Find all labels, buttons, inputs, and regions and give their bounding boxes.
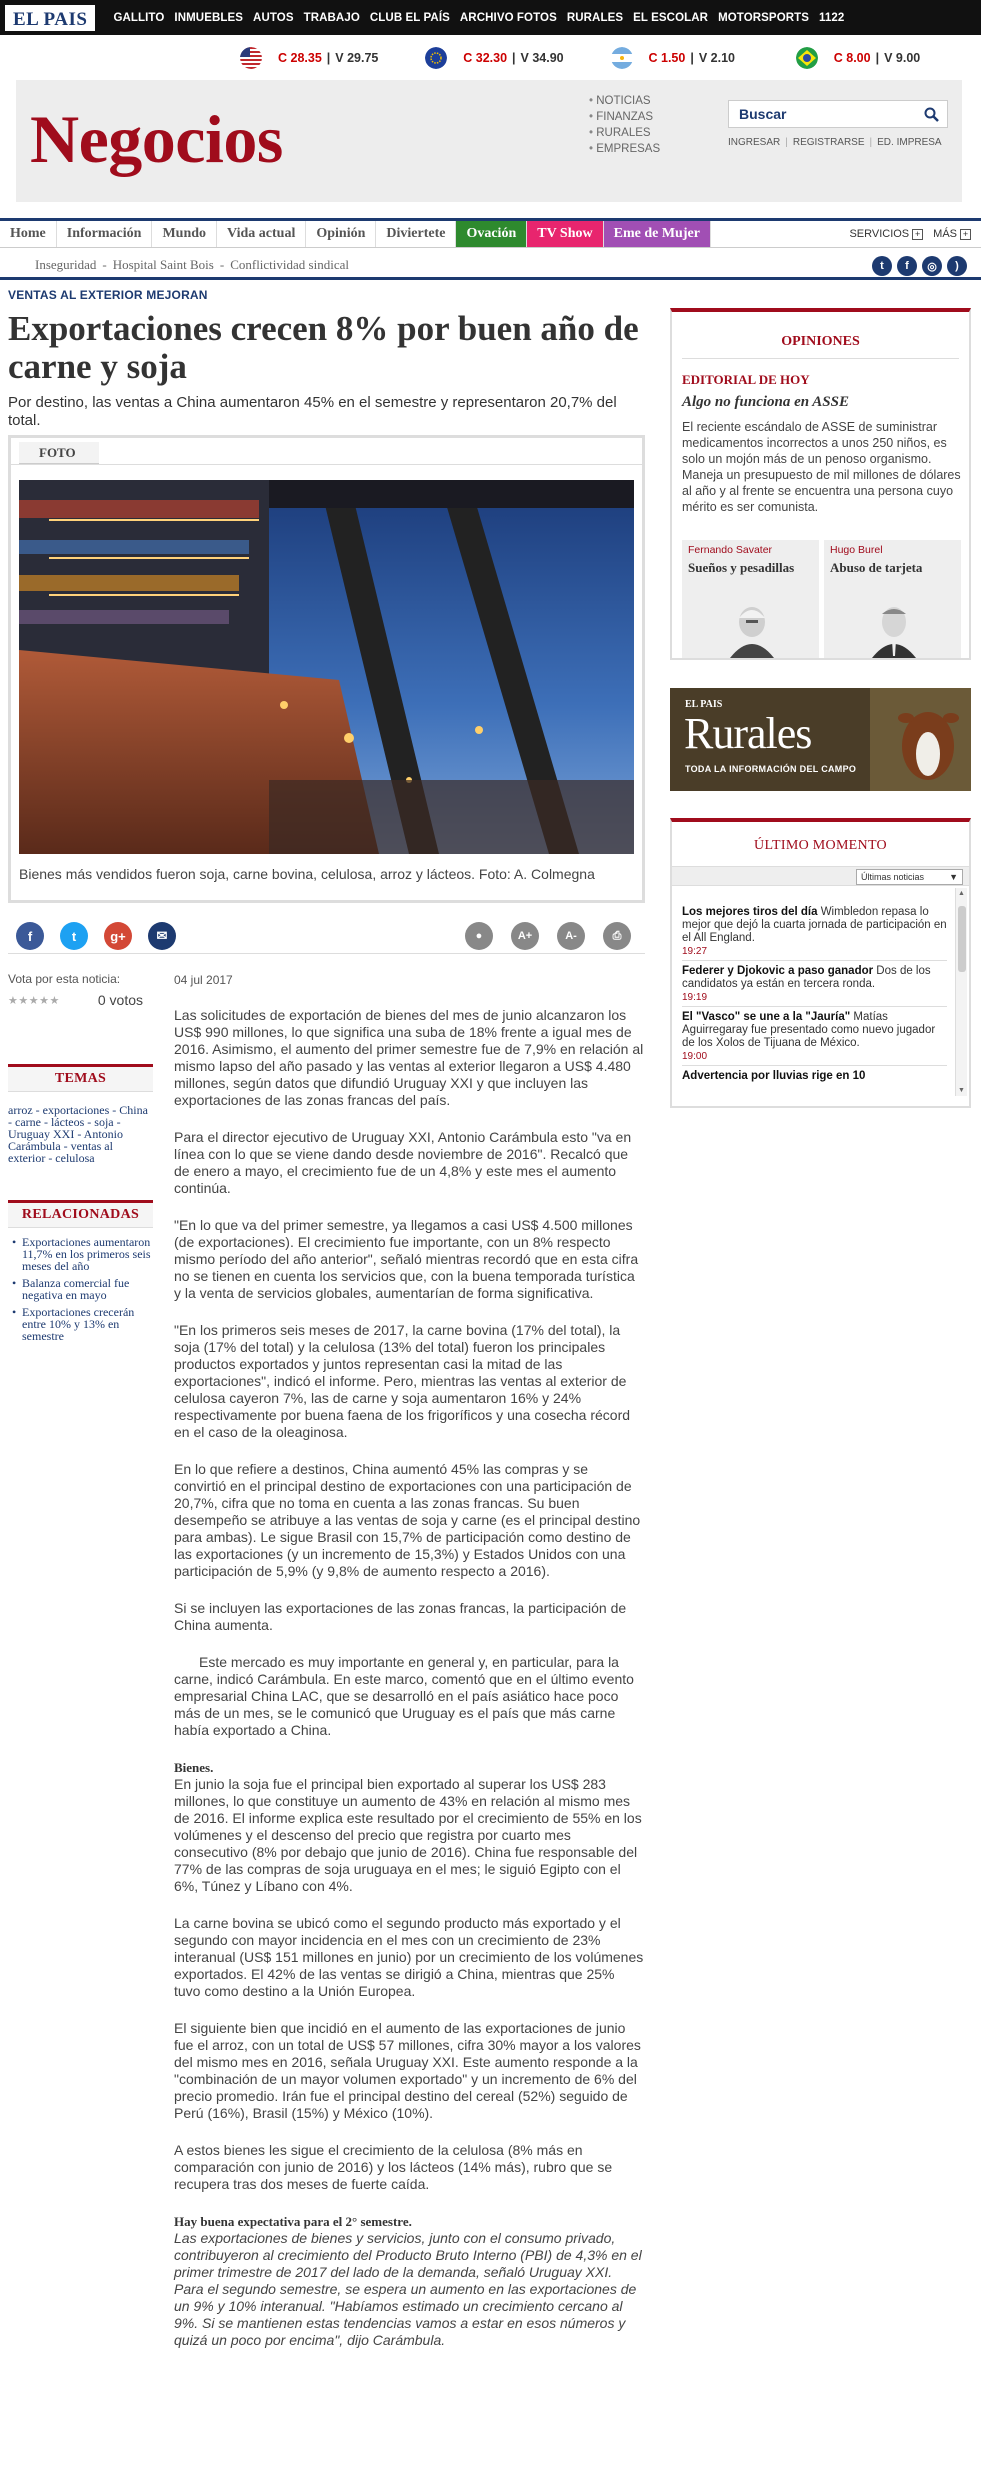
latest-news-heading: ÚLTIMO MOMENTO [754, 838, 887, 853]
email-share-icon[interactable]: ✉ [148, 922, 176, 950]
opinions-box [670, 308, 971, 660]
argentina-flag-icon [611, 47, 633, 69]
section-brand[interactable]: Negocios [30, 101, 283, 177]
article-paragraph: El siguiente bien que incidió en el aumento de las exportaciones de junio fue el arroz, con un total de US$ 57 millones, cifra 30% mayor a los valores del mismo mes en 2016, señala Uruguay XXI. Este aumento responde a la "combinación de un mayor volumen exportado" y un incremento de 6% del precio promedio. Irán fue el principal destino del cereal (52%) seguido de Perú (16%), Brasil (15%) y México (10%). [174, 2020, 641, 2121]
editorial-text: El reciente escándalo de ASSE de suministrar medicamentos incorrectos a unos 250 niños, es solo un mojón más de un penoso organismo. Maneja un presupuesto de mil millones de dólares al año y al frente se encuentra una persona cuyo mérito es ser comunista. [682, 420, 961, 514]
top-nav-item[interactable]: CLUB EL PAÍS [369, 11, 450, 24]
latest-news-select[interactable]: Últimas noticias ▼ [856, 869, 963, 885]
article-paragraph: "En los primeros seis meses de 2017, la carne bovina (17% del total), la soja (17% del total) y la celulosa (13% del total) fueron los principales productos exportados y juntos representan casi la mitad de las exportaciones", indicó el informe. Pero, mientras las ventas al exterior de celulosa cayeron 7%, las de carne y soja aumentaron 16% y 24% respectivamente por buena faena de los frigoríficos y una cosecha récord en el caso de la oleaginosa. [174, 1322, 631, 1440]
comments-icon[interactable]: ● [465, 922, 493, 950]
article-kicker: VENTAS AL EXTERIOR MEJORAN [8, 288, 208, 302]
nav-diviertete[interactable]: Diviertete [376, 221, 456, 247]
column-title: Sueños y pesadillas [688, 560, 795, 575]
buy-rate: C 32.30 [463, 51, 508, 65]
news-item[interactable]: Advertencia por lluvias rige en 10 [682, 1070, 866, 1082]
topic-link[interactable]: Hospital Saint Bois [112, 256, 214, 272]
top-nav-item[interactable]: INMUEBLES [174, 11, 244, 24]
news-item[interactable]: Federer y Djokovic a paso ganador Dos de los candidatos ya están en tercera ronda. 19:19 [682, 961, 947, 1007]
related-link[interactable]: • Exportaciones aumentaron 11,7% en los primeros seis meses del año [8, 1236, 153, 1272]
column-author: Hugo Burel [830, 544, 883, 556]
sell-rate: V 9.00 [884, 51, 921, 65]
related-link[interactable]: • Balanza comercial fue negativa en mayo [8, 1277, 153, 1301]
photo-caption: Bienes más vendidos fueron soja, carne bovina, celulosa, arroz y lácteos. Foto: A. Colmegna [19, 866, 595, 882]
vote-label: Vota por esta noticia: [8, 972, 121, 986]
news-item[interactable]: El "Vasco" se une a la "Jauría" Matías Aguirregaray fue presentado como nuevo jugador de los Xolos de Tijuana de México. 19:00 [682, 1007, 947, 1066]
article-date: 04 jul 2017 [174, 973, 233, 987]
article-subheading: Bienes. [174, 1760, 214, 1775]
currency-usd: C 28.35 | V 29.75 [240, 47, 425, 69]
nav-ovacion[interactable]: Ovación [456, 221, 527, 247]
buy-rate: C 1.50 [648, 51, 686, 65]
news-item[interactable]: Los mejores tiros del día Wimbledon repasa lo mejor que dejó la cuarta jornada de participación en el All England. 19:27 [682, 902, 947, 961]
article-dek: Por destino, las ventas a China aumentaron 45% en el semestre y representaron 20,7% del total. [8, 394, 617, 429]
top-nav-item[interactable]: RURALES [566, 11, 624, 24]
facebook-icon[interactable]: f [897, 256, 917, 276]
topics-list[interactable]: arroz - exportaciones - China - carne - lácteos - soja - Uruguay XXI - Antonio Carámbula - ventas al exterior - celulosa [8, 1103, 148, 1165]
latest-news-scrollbar[interactable] [955, 888, 967, 1096]
top-nav-item[interactable]: AUTOS [253, 11, 294, 24]
article-photo[interactable] [19, 480, 634, 854]
scrollbar-thumb[interactable] [958, 906, 966, 972]
top-nav-item[interactable]: MOTORSPORTS [718, 11, 810, 24]
nav-home[interactable]: Home [0, 221, 57, 247]
article-header [8, 288, 648, 430]
news-time: 19:19 [682, 992, 708, 1003]
topics-bar [0, 252, 981, 280]
photo-tab[interactable]: FOTO [19, 442, 99, 464]
font-increase-icon[interactable]: A+ [511, 922, 539, 950]
topics-box [8, 1064, 153, 1164]
section-link[interactable]: • RURALES [589, 125, 660, 141]
article-body [174, 972, 644, 2369]
article-paragraph: Las solicitudes de exportación de bienes del mes de junio alcanzaron los US$ 990 millones, lo que significa una suba de 18% frente a igual mes de 2016. Asimismo, el aumento del primer semestre fue de 7,9% en relación al mismo lapso del año pasado y las ventas al exterior llegaron a US$ 4.480 millones, según datos que difundió Uruguay XXI y que incluyen las exportaciones de las zonas francas del país. [174, 1007, 644, 1108]
sell-rate: V 29.75 [335, 51, 379, 65]
container-ship-photo [19, 480, 634, 854]
font-decrease-icon[interactable]: A- [557, 922, 585, 950]
section-link[interactable]: • EMPRESAS [589, 141, 660, 157]
sell-rate: V 2.10 [698, 51, 735, 65]
print-edition-link[interactable]: ED. IMPRESA [877, 137, 942, 148]
article-paragraph: "En lo que va del primer semestre, ya llegamos a casi US$ 4.500 millones (de exportaciones). El crecimiento fue importante, con un 8% respecto mismo período del año anterior", señaló mientras recordó que en esta cifra no se tienen en cuenta los servicios que, con la buena temporada turística y la venta de servicios globales, aumentarían de forma significativa. [174, 1217, 639, 1301]
top-nav-item[interactable]: GALLITO [113, 11, 165, 24]
section-links [589, 93, 660, 157]
main-nav [0, 218, 981, 248]
scroll-up-icon[interactable]: ▲ [958, 890, 965, 897]
article-paragraph: Si se incluyen las exportaciones de las zonas francas, la participación de China aumenta. [174, 1600, 627, 1633]
opinions-heading: OPINIONES [781, 334, 860, 349]
column-title: Abuso de tarjeta [830, 560, 923, 575]
register-link[interactable]: REGISTRARSE [792, 137, 865, 148]
topics-heading: TEMAS [8, 1064, 153, 1092]
section-link[interactable]: • FINANZAS [589, 109, 660, 125]
social-links [872, 256, 967, 276]
eu-flag-icon [425, 47, 447, 69]
currency-bar [240, 46, 981, 70]
google-plus-share-icon[interactable]: g+ [104, 922, 132, 950]
vote-widget [8, 992, 143, 1008]
instagram-icon[interactable]: ◎ [922, 256, 942, 276]
topic-link[interactable]: Conflictividad sindical [230, 256, 349, 272]
article-paragraph: Las exportaciones de bienes y servicios, junto con el consumo privado, contribuyeron al crecimiento del Producto Bruto Interno (PBI) de 4,3% en el primer trimestre de 2017 del lado de la demanda, señaló Uruguay XXI. Para el segundo semestre, se espera un aumento en las exportaciones de un 9% y 10% interanual. "Habíamos estimado un crecimiento cercano al 9%. Si se mantienen estas tendencias vamos a estar en esos números y quizá un poco por encima", dijo Carámbula. [174, 2230, 642, 2348]
top-nav-item[interactable]: ARCHIVO FOTOS [459, 11, 557, 24]
news-time: 19:27 [682, 946, 708, 957]
article-paragraph: Este mercado es muy importante en general y, en particular, para la carne, indicó Carámbula. En este marco, comentó que en el último evento empresarial China LAC, que se desarrolló en el país asiático hace poco más de un mes, se le comunicó que Uruguay es el país que más carne había exportado a China. [174, 1654, 634, 1738]
section-header [16, 80, 962, 202]
el-pais-logo[interactable]: EL PAIS [5, 5, 95, 31]
usa-flag-icon [240, 47, 262, 69]
news-time: 19:00 [682, 1051, 708, 1062]
latest-news-box [670, 818, 971, 1108]
nav-eme-de-mujer[interactable]: Eme de Mujer [604, 221, 711, 247]
author-portrait [868, 600, 920, 658]
rurales-tagline: TODA LA INFORMACIÓN DEL CAMPO [685, 764, 857, 774]
rss-icon[interactable]: ) [947, 256, 967, 276]
plus-icon: + [912, 229, 923, 240]
currency-ars: C 1.50 | V 2.10 [611, 47, 796, 69]
nav-vida-actual[interactable]: Vida actual [217, 221, 306, 247]
editorial-label: EDITORIAL DE HOY [682, 372, 810, 387]
related-link[interactable]: • Exportaciones crecerán entre 10% y 13% en semestre [8, 1306, 153, 1342]
top-bar [0, 0, 981, 35]
facebook-share-icon[interactable]: f [16, 922, 44, 950]
twitter-share-icon[interactable]: t [60, 922, 88, 950]
dropdown-arrow-icon: ▼ [949, 872, 958, 882]
photo-box [8, 435, 645, 903]
top-nav [113, 12, 844, 24]
top-nav-item[interactable]: 1122 [819, 11, 845, 24]
related-heading: RELACIONADAS [8, 1200, 153, 1228]
buy-rate: C 8.00 [833, 51, 871, 65]
brazil-flag-icon [796, 47, 818, 69]
nav-right [849, 221, 981, 247]
article-subheading: Hay buena expectativa para el 2° semestre. [174, 2214, 412, 2229]
sell-rate: V 34.90 [520, 51, 564, 65]
user-links: INGRESAR | REGISTRARSE | ED. IMPRESA [728, 137, 942, 148]
top-nav-item[interactable]: TRABAJO [303, 11, 360, 24]
services-menu[interactable]: SERVICIOS + [849, 228, 923, 240]
nav-informacion[interactable]: Información [57, 221, 153, 247]
plus-icon: + [960, 229, 971, 240]
search-icon[interactable] [924, 107, 939, 122]
nav-tv-show[interactable]: TV Show [527, 221, 603, 247]
buy-rate: C 28.35 [278, 51, 322, 65]
column-card[interactable] [682, 540, 819, 658]
nav-mundo[interactable]: Mundo [152, 221, 217, 247]
hot-topics: Inseguridad - Hospital Saint Bois - Conflictividad sindical [35, 256, 349, 272]
column-card[interactable] [824, 540, 961, 658]
article-paragraph: A estos bienes les sigue el crecimiento de la celulosa (8% más en comparación con junio de 2016) y los lácteos (14% más), rubro que se recupera tras dos meses de fuerte caída. [174, 2142, 613, 2192]
article-paragraph: La carne bovina se ubicó como el segundo producto más exportado y el segundo con mayor incidencia en el mes con un crecimiento de 23% interanual (US$ 151 millones en junio) por un crecimiento de los volúmenes exportados. El 42% de las ventas se dirigió a China, mientras que 25% tuvo como destino a la Unión Europea. [174, 1915, 644, 1999]
scroll-down-icon[interactable]: ▼ [958, 1087, 965, 1094]
vote-count: 0 votos [97, 992, 143, 1008]
article-paragraph: Para el director ejecutivo de Uruguay XXI, Antonio Carámbula esto "va en línea con lo que se viene dando desde noviembre de 2016". Recalcó que de enero a mayo, el crecimiento fue de un 4,8% y este mes el aumento continúa. [174, 1129, 632, 1196]
login-link[interactable]: INGRESAR [728, 137, 781, 148]
topic-link[interactable]: Inseguridad [35, 256, 97, 272]
column-author: Fernando Savater [688, 544, 773, 556]
author-portrait [726, 600, 778, 658]
article-paragraph: En lo que refiere a destinos, China aumentó 45% las compras y se convirtió en el principal destino de exportaciones con una participación de 20,7%, cifra que no toma en cuenta a las zonas francas. Su buen desempeño se atribuye a las ventas de soja y carne (es el principal destino para ambas). Le sigue Brasil con 15,7% de participación como destino de las exportaciones (y un incremento de 15,3%) y Estados Unidos con una participación de 5,9% (y 9,8% de aumento respecto a 2016). [174, 1461, 641, 1579]
search-box [728, 100, 948, 128]
share-bar [8, 922, 645, 954]
rurales-title: Rurales [684, 709, 812, 758]
more-menu[interactable]: MÁS + [933, 228, 971, 240]
rurales-banner[interactable] [670, 688, 971, 791]
rurales-kicker: EL PAIS [685, 699, 723, 710]
rating-stars[interactable]: ★★★★★ [8, 994, 60, 1007]
article-paragraph: En junio la soja fue el principal bien exportado al superar los US$ 283 millones, lo que constituye un aumento de 43% en relación al mismo mes de 2016. El informe explica este resultado por el crecimiento de 55% en los volúmenes y el descenso del precio que registra por cuarto mes consecutivo (8% por debajo que junio de 2016). China fue responsable del 77% de las compras de soja uruguaya en el mes; le siguió Egipto con el 6%, Túnez y Líbano con 4%. [174, 1776, 642, 1894]
editorial-title[interactable]: Algo no funciona en ASSE [682, 394, 849, 410]
top-nav-item[interactable]: EL ESCOLAR [633, 11, 709, 24]
currency-brl: C 8.00 | V 9.00 [796, 47, 981, 69]
search-input[interactable] [739, 106, 919, 122]
section-link[interactable]: • NOTICIAS [589, 93, 660, 109]
related-box [8, 1200, 153, 1347]
article-headline: Exportaciones crecen 8% por buen año de carne y soja [8, 309, 639, 386]
print-icon[interactable]: ⎙ [603, 922, 631, 950]
nav-opinion[interactable]: Opinión [306, 221, 376, 247]
twitter-icon[interactable]: t [872, 256, 892, 276]
latest-news-list [682, 902, 947, 1092]
currency-eur: C 32.30 | V 34.90 [425, 47, 610, 69]
article-left-column [8, 972, 153, 1343]
